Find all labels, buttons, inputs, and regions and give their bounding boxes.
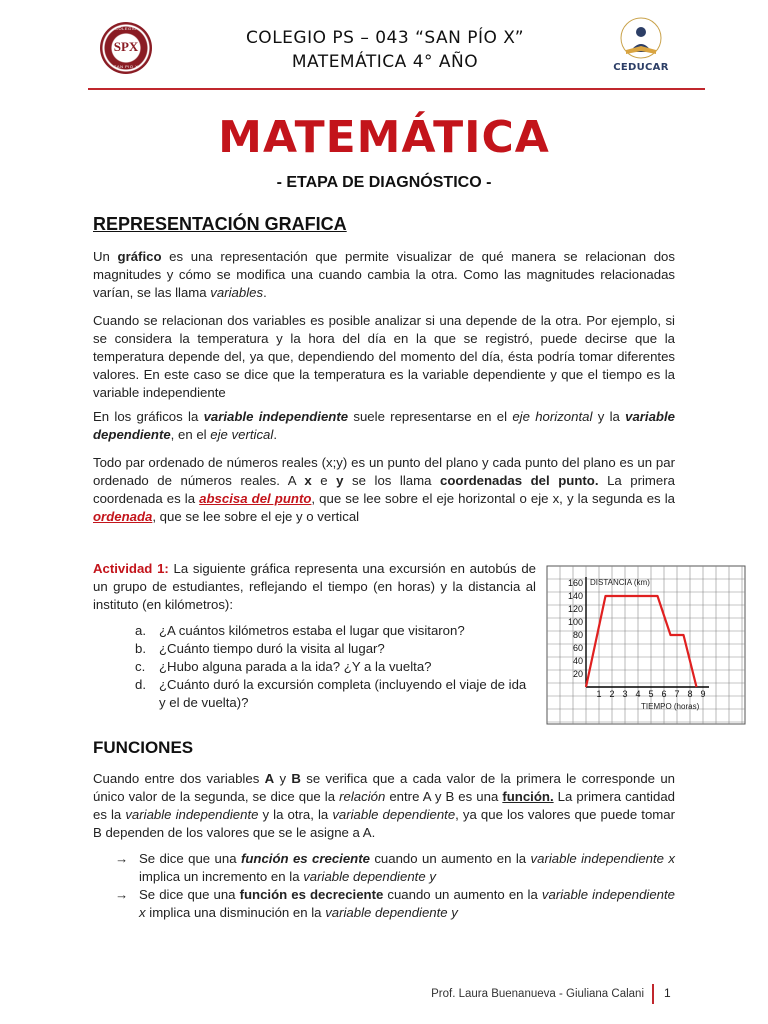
y-tick-label: 160 <box>567 578 583 588</box>
y-tick-label: 60 <box>572 643 583 653</box>
question-text: ¿A cuántos kilómetros estaba el lugar que visitaron? <box>159 623 465 638</box>
text-run: , que se lee sobre el eje horizontal o eje x, y la segunda es la <box>311 491 675 506</box>
question-letter: d. <box>135 677 146 692</box>
x-tick-label: 5 <box>648 689 654 699</box>
text-run: La primera coordenada es la <box>93 473 675 506</box>
text-run-bold-italic: variable independiente <box>203 409 349 424</box>
question-text: ¿Cuánto tiempo duró la visita al lugar? <box>159 641 385 656</box>
text-run-bold-italic: función es creciente <box>240 851 370 866</box>
page-title: MATEMÁTICA <box>218 112 550 163</box>
x-tick-label: 3 <box>622 689 628 699</box>
chart-x-axis-label: TIEMPO (horas) <box>641 702 700 711</box>
school-name: COLEGIO PS – 043 “SAN PÍO X” <box>245 28 525 48</box>
header-divider <box>88 88 705 90</box>
text-run-italic: eje vertical <box>210 427 274 442</box>
question-item <box>135 640 535 658</box>
text-run-italic: relación <box>339 789 386 804</box>
arrow-icon: → <box>115 887 129 902</box>
logo-monogram: SPX <box>113 39 139 54</box>
text-run: , que se lee sobre el eje y o vertical <box>152 509 360 524</box>
logo-ring-bottom-text: SAN PIO X <box>113 64 139 69</box>
text-run: y la otra, la <box>258 807 333 822</box>
activity-text: La siguiente gráfica representa una excursión en autobús de un grupo de estudiantes, reflejando el tiempo (en horas) y la distancia al instituto (en kilómetros): <box>93 561 536 612</box>
text-run: cuando un aumento en la <box>383 887 542 902</box>
ceducar-emblem-icon <box>608 16 674 62</box>
page-number: 1 <box>664 986 671 1000</box>
school-logo <box>100 22 152 74</box>
course-name: MATEMÁTICA 4° AÑO <box>291 52 479 72</box>
text-run-bold: x <box>304 473 312 488</box>
header-title <box>200 26 570 74</box>
question-item <box>135 676 535 712</box>
activity-intro <box>93 560 536 614</box>
definition-item-creciente <box>115 850 675 886</box>
text-run-bold: gráfico <box>117 249 162 264</box>
ceducar-wordmark: CEDUCAR <box>613 62 669 73</box>
text-run: cuando un aumento en la <box>369 851 531 866</box>
text-run: Un <box>93 249 118 264</box>
definition-item-decreciente <box>115 886 675 922</box>
text-run: implica un incremento en la <box>139 869 304 884</box>
excursion-distance-chart <box>546 565 746 725</box>
logo-ring-top-text: COLEGIO <box>115 26 137 31</box>
question-item <box>135 658 535 676</box>
x-tick-label: 9 <box>700 689 706 699</box>
ceducar-logo <box>608 16 674 76</box>
text-run: implica una disminución en la <box>145 905 326 920</box>
text-run: En los gráficos la <box>93 409 204 424</box>
arrow-icon: → <box>115 851 129 866</box>
x-tick-label: 2 <box>609 689 615 699</box>
y-tick-label: 140 <box>567 591 583 601</box>
y-tick-label: 80 <box>572 630 583 640</box>
text-run-bold-underline: función. <box>502 789 554 804</box>
text-run-italic: variable dependiente y <box>303 869 436 884</box>
question-letter: a. <box>135 623 146 638</box>
question-item <box>135 622 535 640</box>
text-run-bold: B <box>291 771 301 786</box>
y-tick-label: 120 <box>567 604 583 614</box>
text-run: , ya que los valores que puede tomar B dependen de los valores que se le asigne a A. <box>93 807 675 840</box>
text-run: La primera cantidad es la <box>93 789 675 822</box>
activity-label: Actividad 1: <box>93 561 169 576</box>
page-header <box>0 0 768 92</box>
text-run-italic: variable independiente <box>125 807 259 822</box>
text-run-italic: variable independiente x <box>139 887 676 920</box>
text-run-italic: variable independiente x <box>530 851 675 866</box>
x-tick-label: 8 <box>687 689 693 699</box>
text-run: . <box>263 285 267 300</box>
text-run: Se dice que una <box>139 887 240 902</box>
question-text: ¿Cuánto duró la excursión completa (incluyendo el viaje de ida y el de vuelta)? <box>159 677 527 710</box>
x-tick-label: 4 <box>635 689 641 699</box>
text-run: suele representarse en el <box>348 409 513 424</box>
question-text: ¿Hubo alguna parada a la ida? ¿Y a la vuelta? <box>159 659 432 674</box>
question-letter: c. <box>135 659 146 674</box>
x-tick-label: 1 <box>596 689 602 699</box>
definition-list <box>115 850 675 922</box>
footer-divider <box>652 984 654 1004</box>
text-run: entre A y B es una <box>385 789 503 804</box>
section-heading-representacion: REPRESENTACIÓN GRAFICA <box>93 214 347 234</box>
text-run: y <box>274 771 292 786</box>
text-run-italic: variable dependiente y <box>325 905 458 920</box>
text-run-italic: variable dependiente <box>332 807 456 822</box>
chart-y-axis-label: DISTANCIA (km) <box>590 578 650 587</box>
y-tick-label: 40 <box>572 656 583 666</box>
text-run-highlight: ordenada <box>93 509 153 524</box>
text-run: se verifica que a cada valor de la primera le corresponde un único valor de la segunda, se dice que la <box>93 771 676 804</box>
text-run-italic: variables <box>210 285 264 300</box>
text-run-bold: función es decreciente <box>239 887 384 902</box>
x-tick-label: 6 <box>661 689 667 699</box>
text-run-bold-italic: variable dependiente <box>93 409 675 442</box>
question-list <box>135 622 535 712</box>
paragraph-grafico <box>93 248 675 302</box>
text-run: Se dice que una <box>139 851 241 866</box>
text-run: es una representación que permite visualizar de qué manera se relacionan dos magnitudes y cómo se modifica una cuando cambia la otra. Como las magnitudes relacionadas varían, se las llama <box>93 249 675 300</box>
text-run-bold: coordenadas del punto. <box>440 473 599 488</box>
text-run-bold: y <box>336 473 344 488</box>
text-run: se los llama <box>343 473 440 488</box>
text-run: y la <box>592 409 626 424</box>
paragraph-ejes <box>93 408 675 444</box>
text-run: Cuando entre dos variables <box>93 771 265 786</box>
footer-authors: Prof. Laura Buenanueva - Giuliana Calani <box>431 988 644 1000</box>
paragraph-coordenadas <box>93 454 675 526</box>
text-run: Todo par ordenado de números reales (x;y) es un punto del plano y cada punto del plano es un par ordenado de números reales. A <box>93 455 675 488</box>
section-heading-funciones: FUNCIONES <box>93 738 194 757</box>
text-run: . <box>273 427 277 442</box>
text-run-italic: eje horizontal <box>512 409 593 424</box>
x-tick-label: 7 <box>674 689 680 699</box>
y-tick-label: 20 <box>572 669 583 679</box>
y-tick-label: 100 <box>567 617 583 627</box>
paragraph-variables: Cuando se relacionan dos variables es posible analizar si una depende de la otra. Por ejemplo, si se considera la temperatura y la hora del día en la que se registró, puede decirse que la temperatura depende del, ya que, dependiendo del momento del día, ésta podría tomar diferentes valores. En este caso se dice que la temperatura es la variable dependiente y que el tiempo es la variable independiente <box>93 313 675 400</box>
page-subtitle: - ETAPA DE DIAGNÓSTICO - <box>276 174 492 191</box>
question-letter: b. <box>135 641 146 656</box>
text-run: e <box>311 473 337 488</box>
paragraph-funcion <box>93 770 675 842</box>
text-run-bold: A <box>264 771 275 786</box>
text-run: , en el <box>170 427 211 442</box>
text-run-highlight: abscisa del punto <box>199 491 312 506</box>
